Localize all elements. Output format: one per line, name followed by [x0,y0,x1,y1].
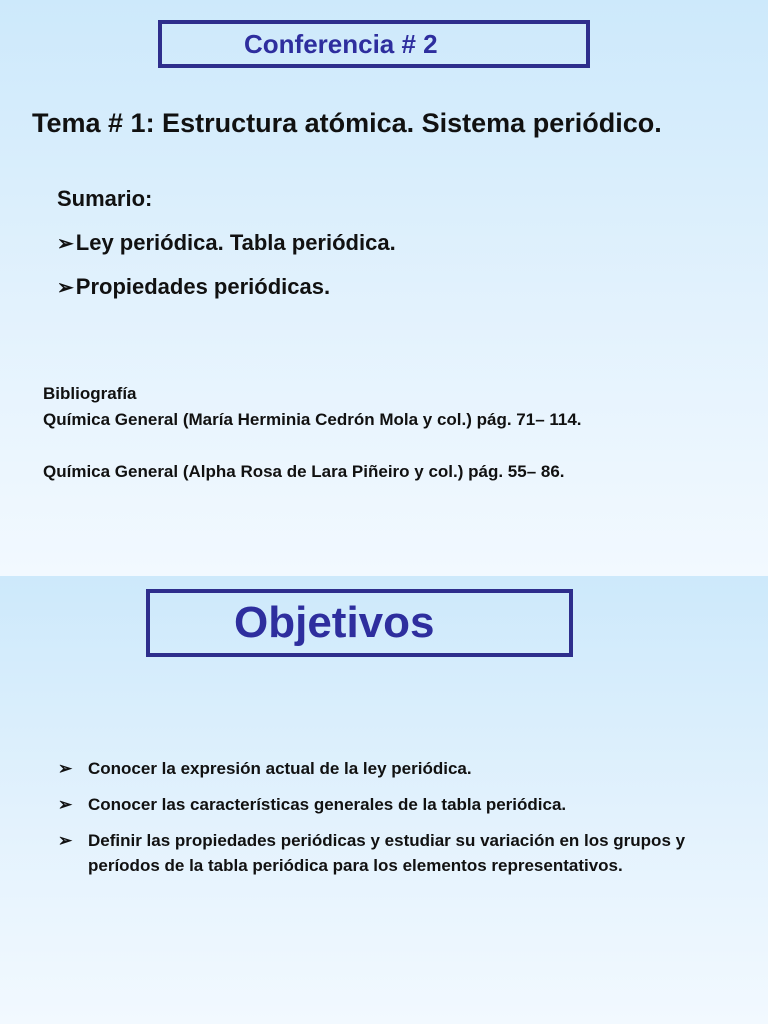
objective-text: Definir las propiedades periódicas y estudiar su variación en los grupos y períodos de la tabla periódica para los elementos representativos. [88,831,686,875]
conference-title: Conferencia # 2 [244,28,438,59]
objective-text: Conocer la expresión actual de la ley periódica. [88,759,472,778]
arrow-bullet-icon: ➢ [58,795,73,814]
bibliography-label: Bibliografía [43,384,137,403]
objective-item [58,756,748,781]
objective-item [58,828,748,878]
summary-item [57,230,396,256]
objective-item [58,792,748,817]
objectives-title-box [146,589,573,657]
arrow-bullet-icon: ➢ [58,831,73,850]
slide-objetivos [0,576,768,1024]
arrow-bullet-icon: ➢ [57,233,74,255]
arrow-bullet-icon: ➢ [58,759,73,778]
objectives-title: Objetivos [234,598,435,647]
topic-heading: Tema # 1: Estructura atómica. Sistema periódico. [32,108,662,138]
summary-label: Sumario: [57,186,153,211]
bibliography-entry: Química General (María Herminia Cedrón Mola y col.) pág. 71– 114. [43,410,582,429]
arrow-bullet-icon: ➢ [57,277,74,299]
summary-item-text: Ley periódica. Tabla periódica. [75,230,396,255]
conference-title-box [158,20,590,68]
bibliography-entry: Química General (Alpha Rosa de Lara Piñeiro y col.) pág. 55– 86. [43,462,565,481]
objectives-list [58,756,748,889]
summary-item [57,274,330,300]
summary-item-text: Propiedades periódicas. [75,274,331,299]
objective-text: Conocer las características generales de la tabla periódica. [88,795,567,814]
